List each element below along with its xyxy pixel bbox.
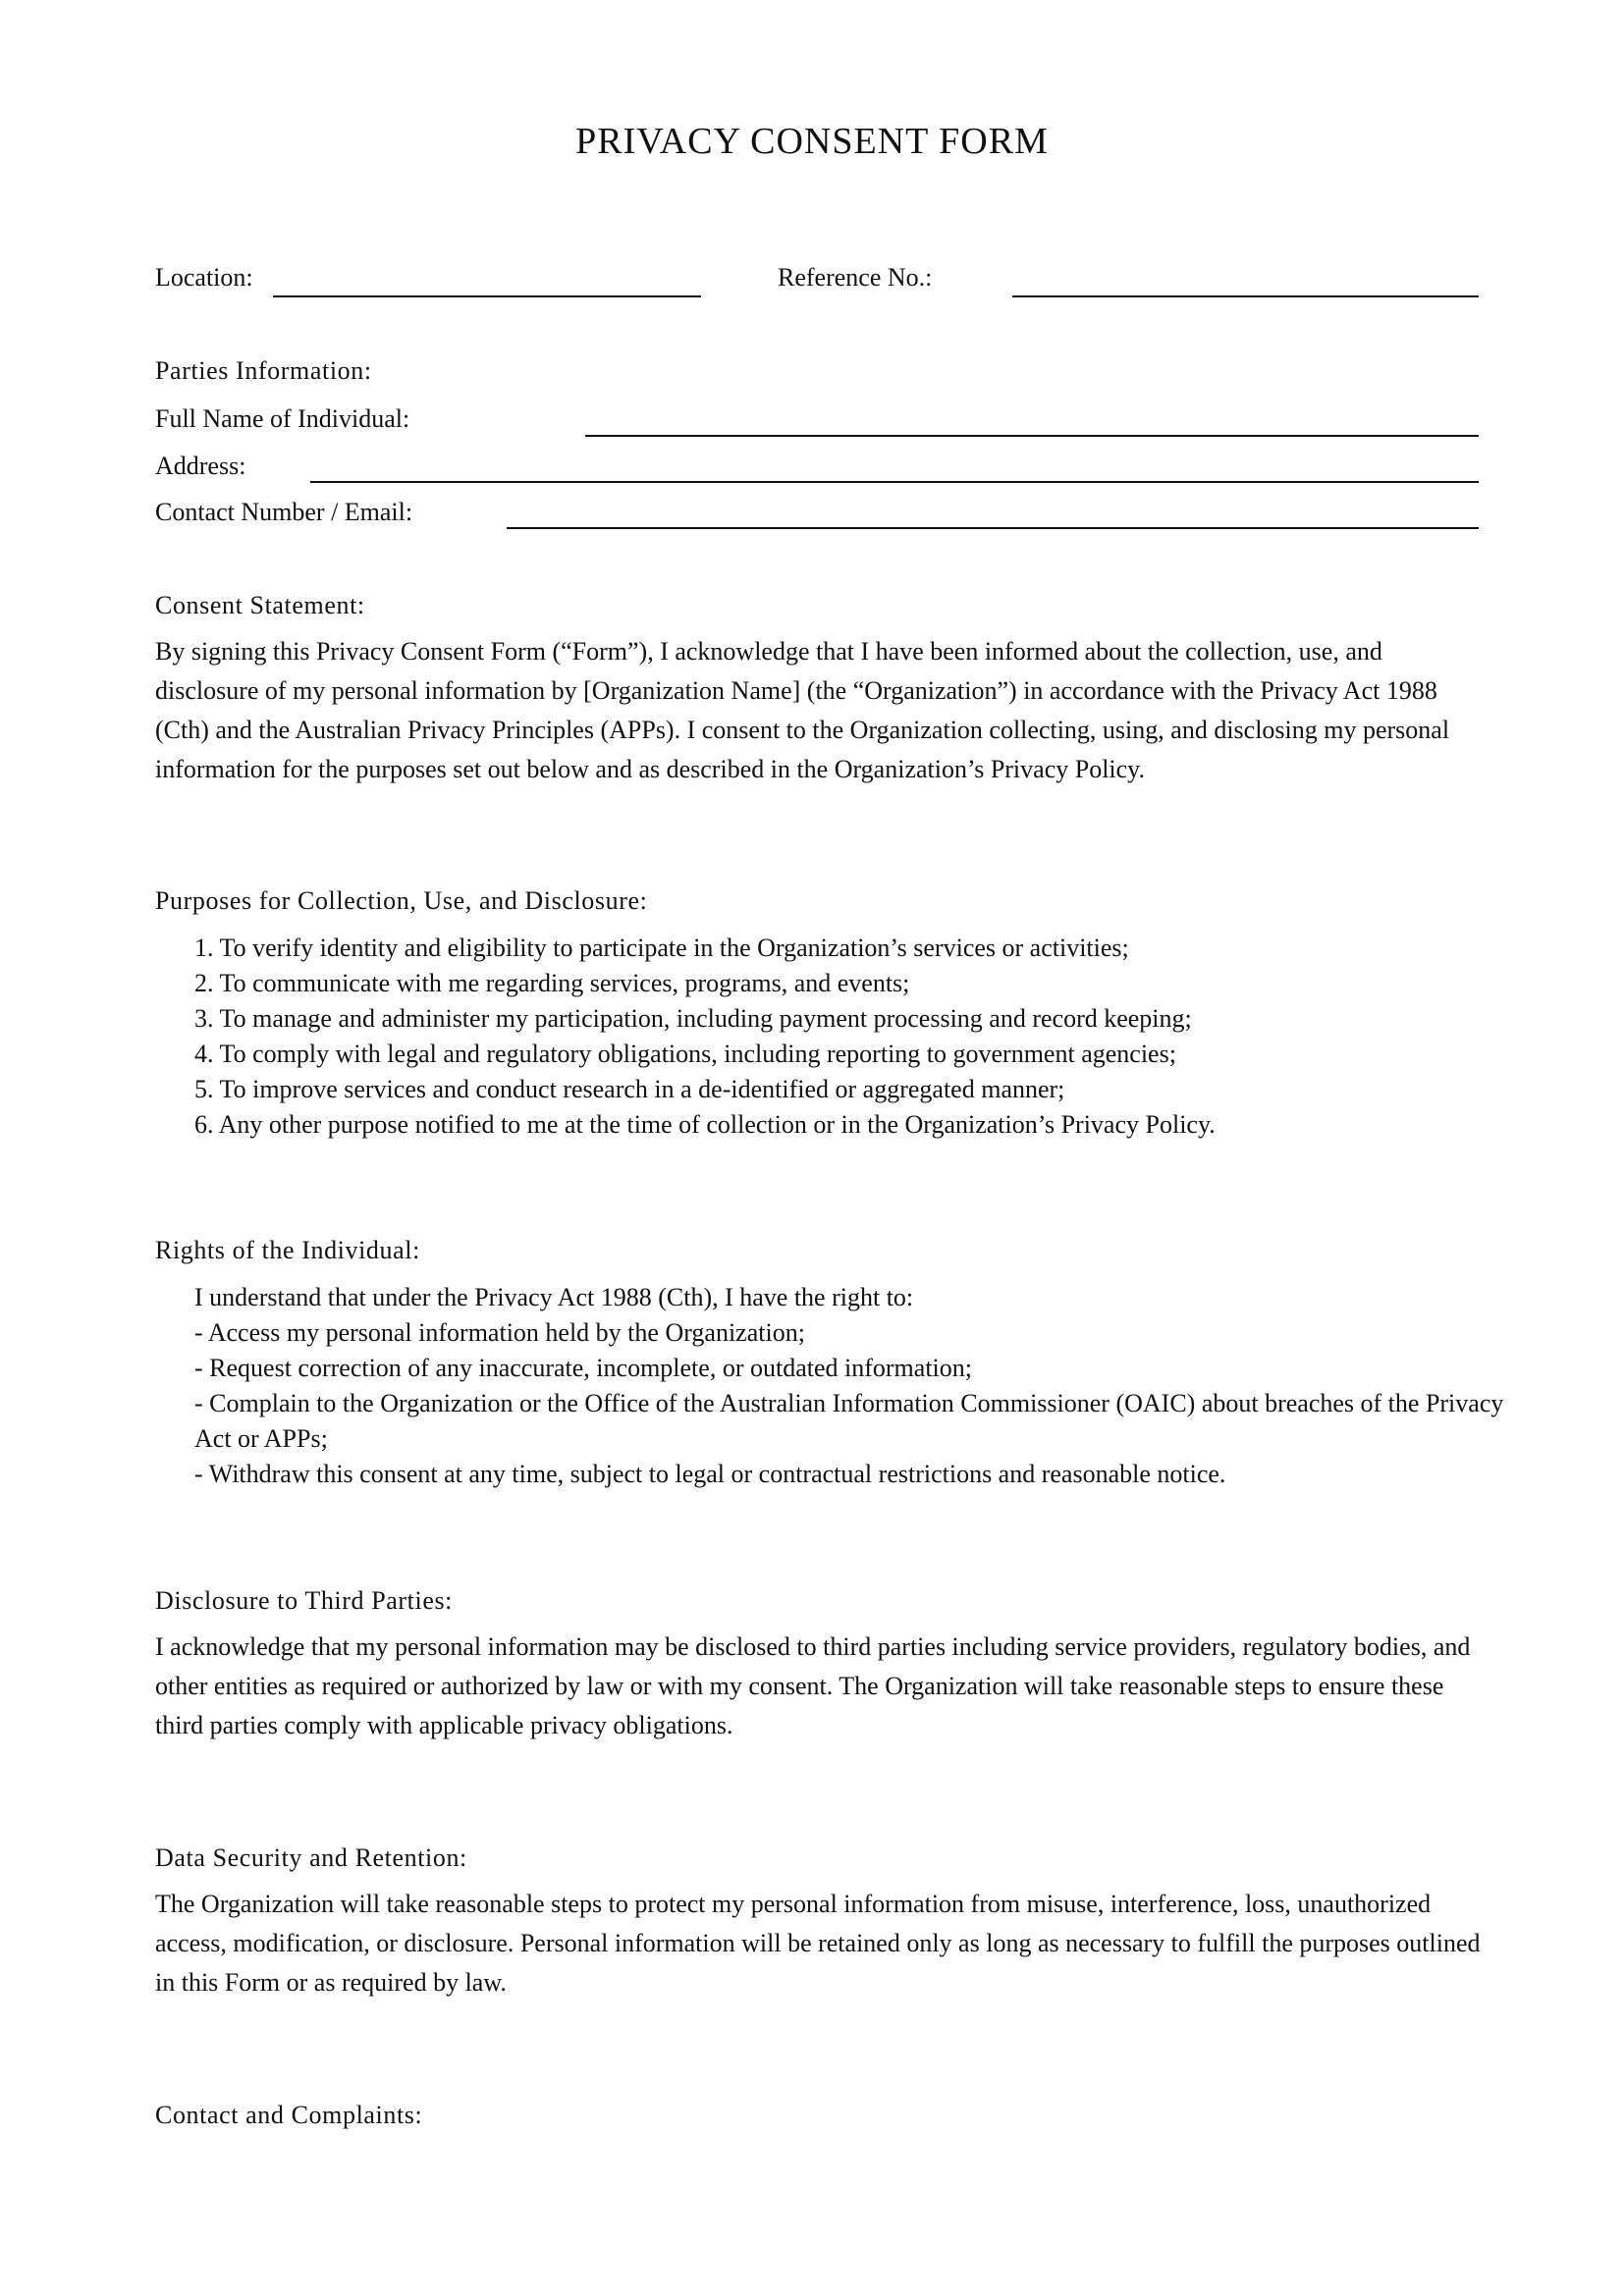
contact-label: Contact Number / Email:	[155, 498, 413, 526]
list-item: 2. To communicate with me regarding services, programs, and events;	[194, 969, 910, 997]
list-item: 5. To improve services and conduct research in a de-identified or aggregated manner;	[194, 1075, 1065, 1103]
reference-label: Reference No.:	[778, 263, 933, 292]
security-text: The Organization will take reasonable steps to protect my personal information from misuse, interference, loss, unauthorized access, modification, or disclosure. Personal information will be retained only as long as necessary to fulfill the purposes outlined in this Form or as required by law.	[155, 1890, 1481, 1997]
rights-intro: I understand that under the Privacy Act 1988 (Cth), I have the right to:	[194, 1283, 914, 1311]
contact-heading: Contact and Complaints:	[155, 2101, 423, 2129]
disclosure-text: I acknowledge that my personal information may be disclosed to third parties including service providers, regulatory bodies, and other entities as required or authorized by law or with my consent. The Organization will take reasonable steps to ensure these third parties comply with applicable privacy obligations.	[155, 1632, 1471, 1739]
security-heading: Data Security and Retention:	[155, 1843, 467, 1872]
form-title: PRIVACY CONSENT FORM	[575, 121, 1049, 162]
list-item: - Access my personal information held by the Organization;	[194, 1318, 805, 1347]
reference-field-line[interactable]	[1012, 295, 1479, 297]
consent-text: By signing this Privacy Consent Form (“Form”), I acknowledge that I have been informed about the collection, use, and disclosure of my personal information by [Organization Name] (the “Organization”) in accordance with the Privacy Act 1988 (Cth) and the Australian Privacy Principles (APPs). I consent to the Organization collecting, using, and disclosing my personal information for the purposes set out below and as described in the Organization’s Privacy Policy.	[155, 637, 1450, 783]
list-item: 4. To comply with legal and regulatory obligations, including reporting to government agencies;	[194, 1040, 1176, 1068]
list-item: - Withdraw this consent at any time, subject to legal or contractual restrictions and reasonable notice.	[194, 1460, 1226, 1488]
list-item: - Complain to the Organization or the Office of the Australian Information Commissioner (OAIC) about breaches of the Privacy Act or APPs;	[194, 1389, 1504, 1453]
rights-list	[194, 1280, 1528, 1492]
full-name-label: Full Name of Individual:	[155, 404, 410, 433]
list-item: 3. To manage and administer my participation, including payment processing and record keeping;	[194, 1004, 1192, 1033]
list-item: 6. Any other purpose notified to me at the time of collection or in the Organization’s Privacy Policy.	[194, 1110, 1216, 1139]
rights-heading: Rights of the Individual:	[155, 1236, 420, 1264]
purposes-heading: Purposes for Collection, Use, and Disclosure:	[155, 886, 648, 915]
consent-heading: Consent Statement:	[155, 591, 365, 619]
purposes-list	[194, 931, 1216, 1143]
address-label: Address:	[155, 452, 246, 480]
parties-heading: Parties Information:	[155, 356, 372, 385]
list-item: - Request correction of any inaccurate, incomplete, or outdated information;	[194, 1354, 972, 1382]
disclosure-heading: Disclosure to Third Parties:	[155, 1586, 454, 1615]
address-field-line[interactable]	[310, 481, 1479, 483]
full-name-field-line[interactable]	[585, 435, 1479, 437]
contact-field-line[interactable]	[507, 527, 1479, 529]
location-label: Location:	[155, 263, 253, 292]
list-item: 1. To verify identity and eligibility to participate in the Organization’s services or activities;	[194, 934, 1129, 962]
location-field-line[interactable]	[273, 295, 701, 297]
